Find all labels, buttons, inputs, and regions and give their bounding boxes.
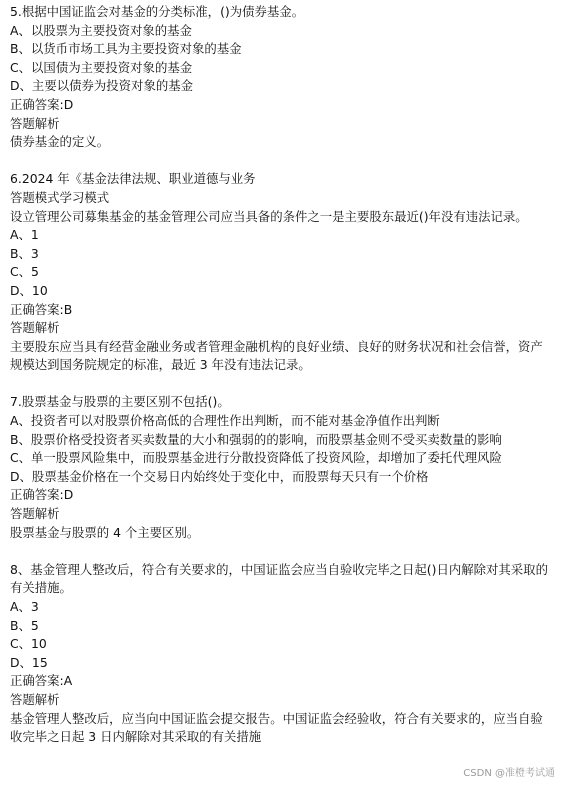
question-block — [10, 3, 553, 152]
analysis-text: 债券基金的定义。 — [10, 134, 110, 150]
answer-mode: 答题模式学习模式 — [10, 189, 110, 205]
question-stem-detail: 设立管理公司募集基金的基金管理公司应当具备的条件之一是主要股东最近()年没有违法记录。 — [10, 208, 528, 224]
spacer — [10, 152, 553, 171]
question-stem: 8、基金管理人整改后，符合有关要求的，中国证监会应当自验收完毕之日起()日内解除对其采取的有关措施。 — [10, 561, 548, 596]
analysis-label: 答题解析 — [10, 691, 60, 707]
question-stem: 7.股票基金与股票的主要区别不包括()。 — [10, 394, 230, 410]
option-b: B、3 — [10, 245, 39, 261]
option-b: B、以货币市场工具为主要投资对象的基金 — [10, 41, 242, 57]
option-a: A、以股票为主要投资对象的基金 — [10, 22, 192, 38]
analysis-label: 答题解析 — [10, 506, 60, 522]
option-a: A、3 — [10, 599, 39, 614]
question-block — [10, 393, 553, 542]
option-d: D、股票基金价格在一个交易日内始终处于变化中，而股票每天只有一个价格 — [10, 468, 429, 484]
document-body — [10, 3, 553, 747]
option-b: B、股票价格受投资者买卖数量的大小和强弱的的影响，而股票基金则不受买卖数量的影响 — [10, 431, 502, 447]
option-a: A、投资者可以对股票价格高低的合理性作出判断，而不能对基金净值作出判断 — [10, 413, 440, 429]
analysis-text: 股票基金与股票的 4 个主要区别。 — [10, 524, 200, 540]
option-b: B、5 — [10, 617, 39, 633]
option-c: C、以国债为主要投资对象的基金 — [10, 59, 193, 75]
option-d: D、10 — [10, 282, 48, 298]
spacer — [10, 375, 553, 394]
spacer — [10, 542, 553, 561]
analysis-text: 主要股东应当具有经营金融业务或者管理金融机构的良好业绩、良好的财务状况和社会信誉，资产规模达到国务院规定的标准，最近 3 年没有违法记录。 — [10, 338, 543, 373]
question-block — [10, 170, 553, 375]
correct-answer: 正确答案:A — [10, 673, 73, 689]
analysis-label: 答题解析 — [10, 115, 60, 131]
option-c: C、10 — [10, 636, 47, 652]
option-c: C、5 — [10, 264, 39, 280]
correct-answer: 正确答案:D — [10, 96, 74, 112]
question-stem: 6.2024 年《基金法律法规、职业道德与业务 — [10, 171, 256, 187]
option-c: C、单一股票风险集中，而股票基金进行分散投资降低了投资风险，却增加了委托代理风险 — [10, 450, 502, 466]
correct-answer: 正确答案:B — [10, 301, 73, 317]
watermark: CSDN @准橙考试通 — [463, 768, 555, 779]
question-stem: 5.根据中国证监会对基金的分类标准，()为债券基金。 — [10, 4, 305, 19]
option-d: D、15 — [10, 654, 48, 670]
analysis-text: 基金管理人整改后，应当向中国证监会提交报告。中国证监会经验收，符合有关要求的，应当自验收完毕之日起 3 日内解除对其采取的有关措施 — [10, 710, 543, 745]
option-d: D、主要以债券为投资对象的基金 — [10, 78, 194, 94]
analysis-label: 答题解析 — [10, 320, 60, 336]
question-block — [10, 561, 553, 747]
correct-answer: 正确答案:D — [10, 487, 74, 503]
option-a: A、1 — [10, 227, 39, 243]
